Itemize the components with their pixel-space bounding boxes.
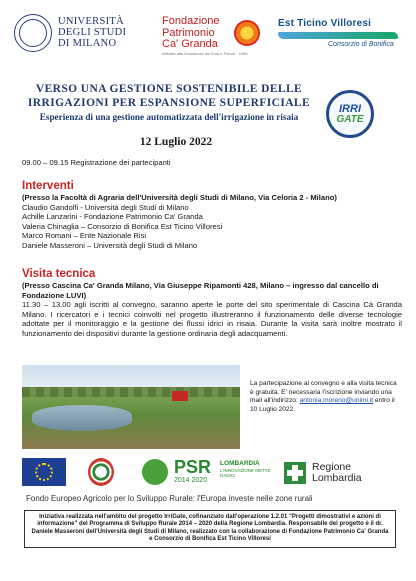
eu-flag-icon [22,458,66,486]
unimi-seal-icon [14,14,52,52]
unimi-logo [14,12,132,56]
title-subtitle: Esperienza di una gestione automatizzata dell'irrigazione in risaia [39,112,299,122]
photo-tractor-icon [172,391,188,401]
unimi-name: UNIVERSITÀ DEGLI STUDI DI MILANO [58,16,127,49]
project-footnote: Iniziativa realizzata nell'ambito del progetto IrriGate, cofinanziato dall'operazione 1.2.01 "Progetti dimostrativi e azioni di informazione" del Programma di Sviluppo Rurale 2014 – 2020 della Regione Lombardia. Responsabile del progetto è il dr. Daniele Masseroni dell'Università degli Studi di Milano, realizzato con la collaborazione di Fondazione Patrimonio Ca' Granda e Consorzio di Bonifica Est Ticino Villoresi [24,510,396,548]
email-link[interactable]: antonia.moreno@unimi.it [299,397,374,405]
consorzio-logo [278,18,406,56]
regione-lombardia-logo: Regione Lombardia [284,460,394,486]
fondazione-sun-icon [234,20,260,46]
ministry-leaf-icon [142,459,168,485]
consorzio-subtitle: Consorzio di Bonifica [328,41,394,48]
field-photo [22,365,240,449]
photo-trees [22,387,240,397]
psr-logo: PSR 2014 2020 LOMBARDIA L'INNOVAZIONE METTE RADICI [174,457,271,484]
consorzio-wave-icon [278,32,398,39]
event-title [18,82,320,123]
participation-info: La partecipazione al convegno e alla visita tecnica è gratuita. E' necessaria l'iscrizione inviando una mail all'indirizzo: antonia.moreno@unimi.it entro il 10 Luglio 2022. [250,380,397,413]
interventi-section [22,180,402,251]
speaker-item: Marco Romani – Ente Nazionale Risi [22,231,147,241]
visita-description: 11.30 – 13.00 agli iscritti al convegno, saranno aperte le porte del sito sperimentale di Cascina Cà Granda Milano. I ricercatori e i tecnici coinvolti nel progetto illustreranno il funzionamento delle diverse tecnologie adottate per il monitoraggio e la gestione dei flussi idrici in risaia. Durante la visita sarà inoltre mostrato il funzionamento dei dispositivi durante la gestione ordinaria degli adacquamenti. [22,300,402,338]
fondazione-name: Fondazione Patrimonio Ca' Granda [162,15,220,50]
title-line-1: VERSO UNA GESTIONE SOSTENIBILE DELLE [35,83,303,95]
registration-line: 09.00 – 09.15 Registrazione dei partecipanti [22,158,171,167]
irrigate-logo: IRRI GATE [326,90,374,138]
interventi-heading: Interventi [22,180,74,192]
photo-water [32,405,132,431]
regione-cross-icon [284,462,306,484]
consorzio-name: Est Ticino Villoresi [278,18,372,29]
visita-section [22,268,402,339]
interventi-location: (Presso la Facoltà di Agraria dell'Università degli Studi di Milano, Via Celoria 2 - Milano) [22,193,337,202]
fondazione-motto: Abbiate alla Grandezza tra Cura e Futuro · 1456 [162,51,248,56]
header-logos [14,12,406,60]
visita-location: (Presso Cascina Ca' Granda Milano, Via Giuseppe Ripamonti 428, Milano – ingresso dal cancello di Fondazione LUVI) [22,281,379,300]
eu-stars-icon [35,463,53,481]
speaker-item: Claudio Gandolfi - Università degli Studi di Milano [22,202,189,212]
speaker-item: Valeria Chinaglia – Consorzio di Bonifica Est Ticino Villoresi [22,221,223,231]
speaker-item: Achille Lanzarini - Fondazione Patrimonio Ca' Granda [22,212,203,222]
title-line-2: IRRIGAZIONI PER ESPANSIONE SUPERFICIALE [27,97,311,109]
feasr-tagline: Fondo Europeo Agricolo per lo Sviluppo Rurale: l'Europa investe nelle zone rurali [26,494,313,503]
italian-republic-emblem-icon [88,458,114,486]
fondazione-logo [162,12,272,60]
funding-logos [22,458,398,488]
visita-heading: Visita tecnica [22,268,96,280]
speaker-item: Daniele Masseroni – Università degli Studi di Milano [22,240,198,250]
event-date: 12 Luglio 2022 [139,136,213,148]
